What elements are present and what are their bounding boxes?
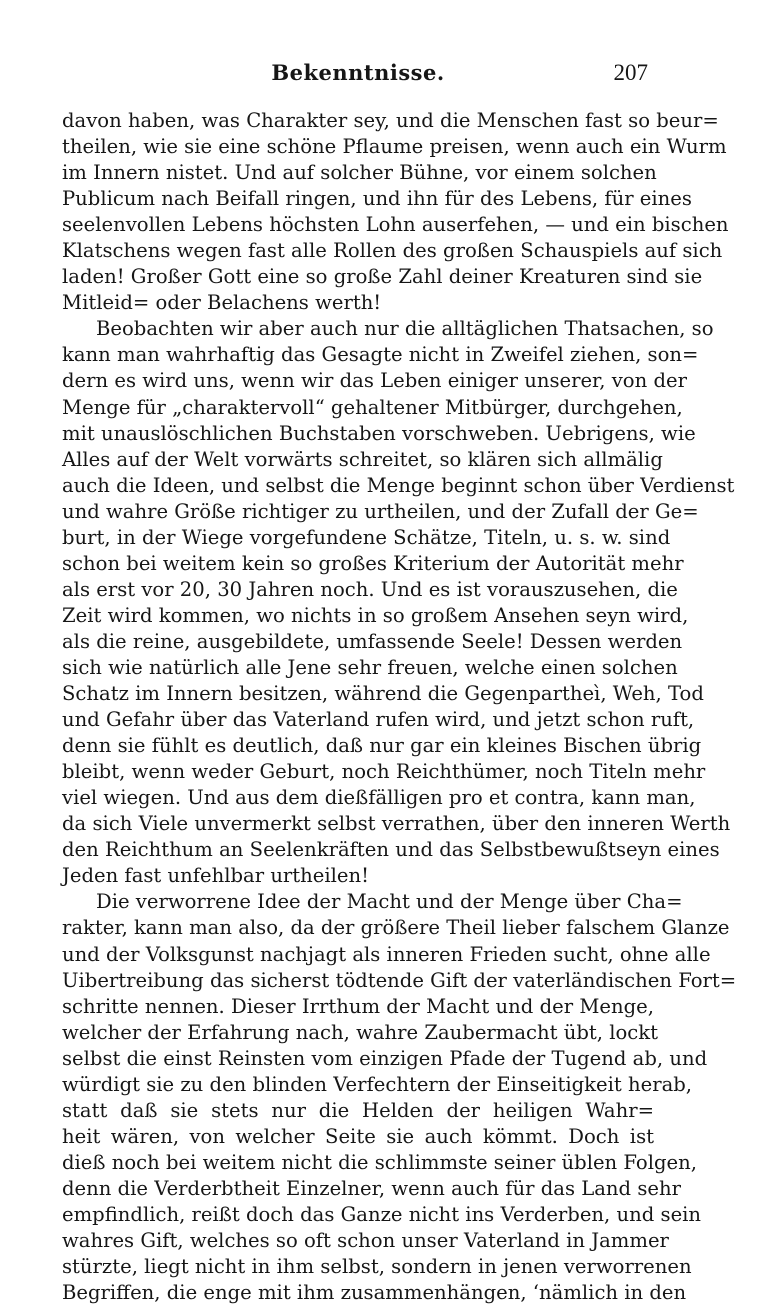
body-text xyxy=(62,108,737,1306)
text-line: welcher der Erfahrung nach, wahre Zaubermacht übt, lockt xyxy=(62,1020,659,1044)
text-line: Begriffen, die enge mit ihm zusammenhängen, ‘nämlich in den xyxy=(62,1281,687,1305)
text-line: auch die Ideen, und selbst die Menge beginnt schon über Verdienst xyxy=(62,473,735,497)
text-line: laden! Großer Gott eine so große Zahl deiner Kreaturen sind sie xyxy=(62,265,703,289)
text-line: Jeden fast unfehlbar urtheilen! xyxy=(62,864,370,888)
text-line: denn sie fühlt es deutlich, daß nur gar ein kleines Bischen übrig xyxy=(62,734,702,758)
text-line: als die reine, ausgebildete, umfassende Seele! Dessen werden xyxy=(62,629,683,653)
running-title: Bekenntnisse. xyxy=(271,60,445,85)
text-line: davon haben, was Charakter sey, und die Menschen fast so beur= xyxy=(62,109,719,132)
text-line: selbst die einst Reinsten vom einzigen Pfade der Tugend ab, und xyxy=(62,1046,708,1070)
text-line: Klatschens wegen fast alle Rollen des großen Schauspiels auf sich xyxy=(62,239,723,263)
text-line: empfindlich, reißt doch das Ganze nicht ins Verderben, und sein xyxy=(62,1202,702,1226)
text-line: schon bei weitem kein so großes Kriterium der Autorität mehr xyxy=(62,551,684,575)
text-line: dieß noch bei weitem nicht die schlimmste seiner üblen Folgen, xyxy=(62,1150,697,1174)
text-line: Die verworrene Idee der Macht und der Menge über Cha= xyxy=(96,890,683,914)
text-line: mit unauslöschlichen Buchstaben vorschweben. Uebrigens, wie xyxy=(62,421,696,445)
text-line: heit wären, von welcher Seite sie auch kömmt. Doch ist xyxy=(62,1124,654,1148)
page-number: 207 xyxy=(613,60,648,85)
text-line: rakter, kann man also, da der größere Theil lieber falschem Glanze xyxy=(62,916,730,940)
text-line: burt, in der Wiege vorgefundene Schätze, Titeln, u. s. w. sind xyxy=(62,525,671,549)
text-line: viel wiegen. Und aus dem dießfälligen pro et contra, kann man, xyxy=(62,786,696,810)
text-line: Publicum nach Beifall ringen, und ihn für des Lebens, für eines xyxy=(62,187,692,211)
text-line: den Reichthum an Seelenkräften und das Selbstbewußtseyn eines xyxy=(62,838,720,862)
text-line: und der Volksgunst nachjagt als inneren Frieden sucht, ohne alle xyxy=(62,942,711,966)
text-line: kann man wahrhaftig das Gesagte nicht in Zweifel ziehen, son= xyxy=(62,343,699,367)
text-line: da sich Viele unvermerkt selbst verrathen, über den inneren Werth xyxy=(62,812,731,836)
text-line: Schatz im Innern besitzen, während die Gegenpartheì, Weh, Tod xyxy=(62,682,704,706)
text-line: dern es wird uns, wenn wir das Leben einiger unserer, von der xyxy=(62,369,687,393)
text-line: stürzte, liegt nicht in ihm selbst, sondern in jenen verworrenen xyxy=(62,1255,692,1279)
text-line: und Gefahr über das Vaterland rufen wird, und jetzt schon ruft, xyxy=(62,708,695,732)
text-line: seelenvollen Lebens höchsten Lohn auserfehen, — und ein bischen xyxy=(62,213,729,237)
text-line: schritte nennen. Dieser Irrthum der Macht und der Menge, xyxy=(62,994,654,1018)
text-line: Uibertreibung das sicherst tödtende Gift der vaterländischen Fort= xyxy=(62,968,737,992)
text-line: bleibt, wenn weder Geburt, noch Reichthümer, noch Titeln mehr xyxy=(62,760,706,784)
text-line: würdigt sie zu den blinden Verfechtern der Einseitigkeit herab, xyxy=(62,1072,693,1096)
text-line: wahres Gift, welches so oft schon unser Vaterland in Jammer xyxy=(62,1229,669,1253)
text-line: denn die Verderbtheit Einzelner, wenn auch für das Land sehr xyxy=(62,1176,681,1200)
text-line: im Innern nistet. Und auf solcher Bühne, vor einem solchen xyxy=(62,161,657,185)
text-line: Menge für „charaktervoll“ gehaltener Mitbürger, durchgehen, xyxy=(62,395,683,419)
text-line: Beobachten wir aber auch nur die alltäglichen Thatsachen, so xyxy=(96,317,714,341)
text-line: statt daß sie stets nur die Helden der heiligen Wahr= xyxy=(62,1098,654,1122)
page-header xyxy=(62,60,654,94)
text-line: als erst vor 20, 30 Jahren noch. Und es ist vorauszusehen, die xyxy=(62,577,678,601)
text-line: theilen, wie sie eine schöne Pflaume preisen, wenn auch ein Wurm xyxy=(62,135,727,159)
text-line: sich wie natürlich alle Jene sehr freuen, welche einen solchen xyxy=(62,655,678,679)
text-line: Mitleid= oder Belachens werth! xyxy=(62,291,382,315)
text-line: Zeit wird kommen, wo nichts in so großem Ansehen seyn wird, xyxy=(62,603,689,627)
text-line: und wahre Größe richtiger zu urtheilen, und der Zufall der Ge= xyxy=(62,499,699,523)
text-line: Alles auf der Welt vorwärts schreitet, so klären sich allmälig xyxy=(62,447,663,471)
